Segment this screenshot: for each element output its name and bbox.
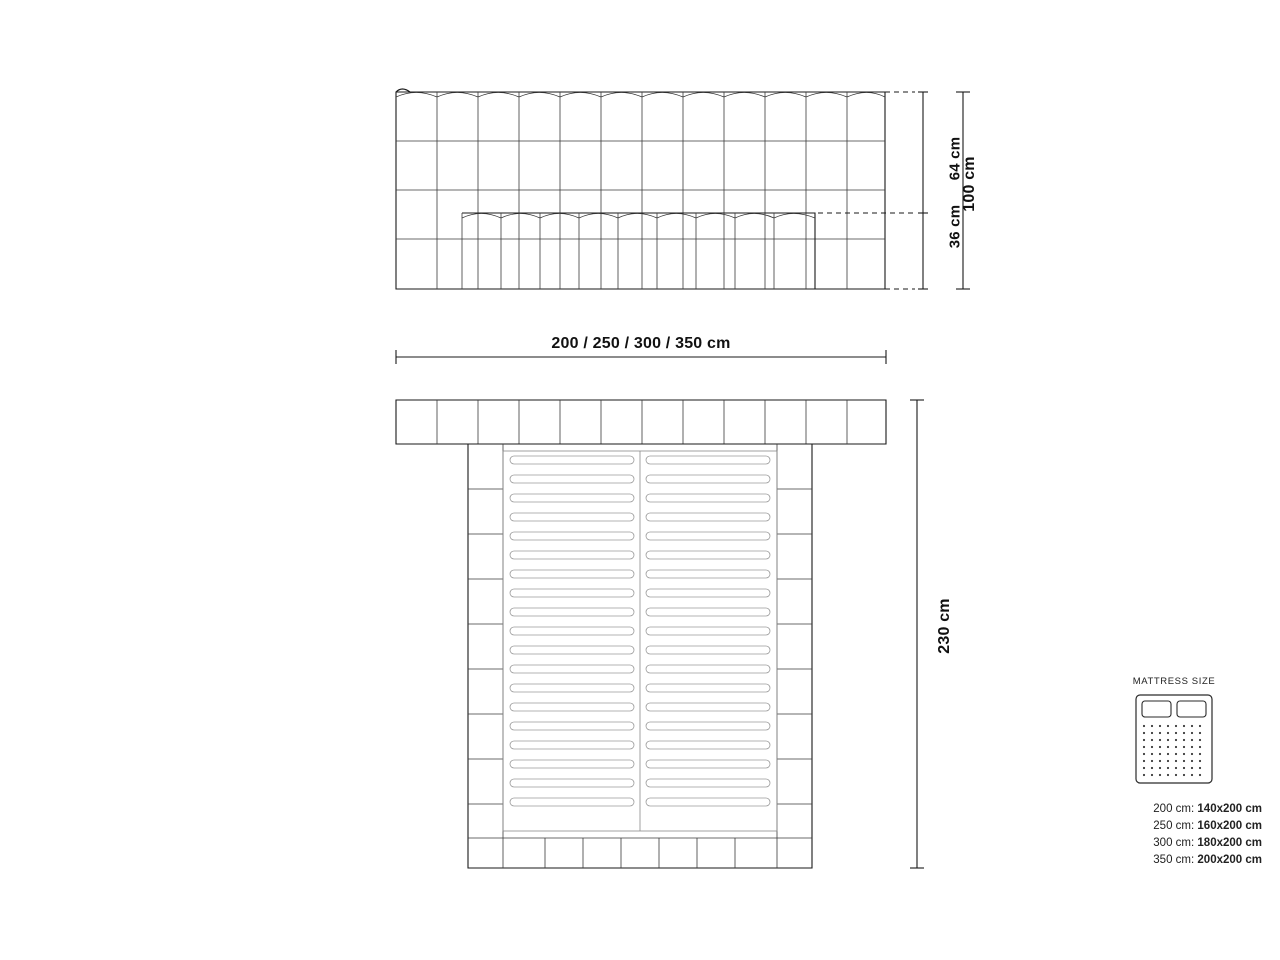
mattress-row-value: 180x200 cm	[1197, 837, 1262, 849]
mattress-row-value: 160x200 cm	[1197, 820, 1262, 832]
list-item	[1084, 835, 1262, 852]
mattress-row-label: 350 cm:	[1153, 854, 1195, 866]
dimension-height-lower: 36 cm	[946, 204, 964, 249]
mattress-row-label: 250 cm:	[1153, 820, 1195, 832]
dimension-height-total: 100 cm	[961, 156, 978, 212]
list-item	[1084, 852, 1262, 869]
dimension-height-upper: 64 cm	[946, 136, 964, 181]
dimension-depth-total: 230 cm	[936, 598, 953, 654]
front-elevation-view	[396, 89, 970, 289]
mattress-row-value: 140x200 cm	[1197, 803, 1262, 815]
mattress-size-list	[1084, 801, 1264, 869]
mattress-row-label: 300 cm:	[1153, 837, 1195, 849]
list-item	[1084, 818, 1262, 835]
mattress-size-legend	[1084, 676, 1264, 869]
list-item	[1084, 801, 1262, 818]
mattress-row-label: 200 cm:	[1153, 803, 1195, 815]
mattress-bed-icon	[1134, 693, 1214, 785]
mattress-row-value: 200x200 cm	[1197, 854, 1262, 866]
dimension-width-options: 200 / 250 / 300 / 350 cm	[551, 335, 731, 352]
legend-title: MATTRESS SIZE	[1132, 676, 1216, 687]
top-plan-view	[396, 400, 924, 868]
